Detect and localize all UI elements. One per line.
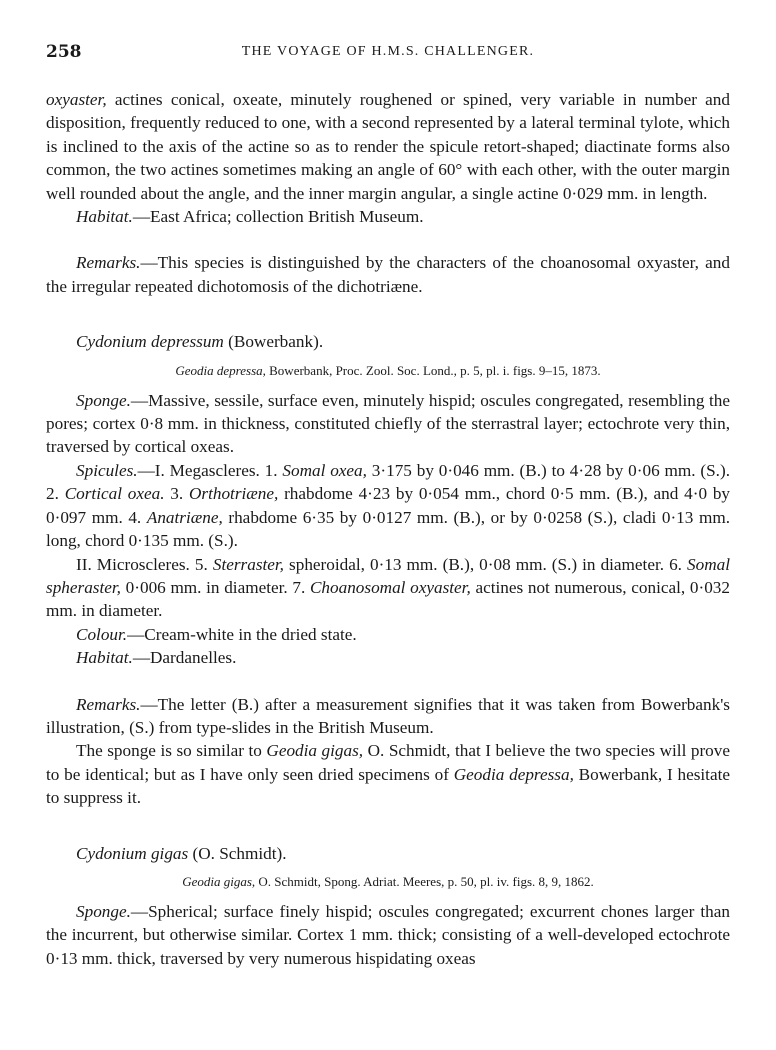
- text-body: [46, 88, 730, 970]
- term-italic: Geodia gigas,: [266, 741, 364, 761]
- text-run: actines conical, oxeate, minutely roughened or spined, very variable in number and disposition, frequently reduced to one, with a second represented by a lateral terminal tylote, which is inclined to the axis of the actine so as to render the spicule retort-shaped; diactinate forms also common, the two actines sometimes making an angle of 60° with each other, with the outer margin well rounded about the angle, and the inner margin angular, a single actine 0·029 mm. in length.: [46, 90, 730, 203]
- paragraph-oxyaster-continued: [46, 88, 730, 205]
- text-run: O. Schmidt, that I believe the two species will prove to be identical; but as I have only seen dried specimens of: [46, 741, 731, 784]
- species-title-cydonium-gigas: [46, 842, 730, 865]
- spicules-microscleres: [46, 553, 730, 623]
- species-name: Cydonium gigas: [76, 843, 189, 863]
- species-author: (Bowerbank).: [223, 332, 324, 352]
- text-run: The sponge is so similar to: [76, 741, 267, 761]
- heading-habitat: Habitat.: [76, 648, 133, 668]
- term-italic: Somal spheraster,: [46, 554, 730, 597]
- text-run: —Massive, sessile, surface even, minutely hispid; oscules congregated, resembling the pores; cortex 0·8 mm. in thickness, constituted chiefly of the sterrastral layer; ectochrote very thin, traversed by cortical oxeas.: [46, 390, 730, 457]
- heading-habitat: Habitat.: [76, 207, 133, 227]
- text-run: —Cream-white in the dried state.: [127, 624, 357, 644]
- text-run: rhabdome 6·35 by 0·0127 mm. (B.), or by 0·0258 (S.), cladi 0·13 mm. long, chord 0·135 mm. (S.).: [46, 507, 730, 551]
- species-name: Cydonium depressum: [76, 332, 224, 352]
- habitat-east-africa: [46, 205, 730, 228]
- sponge-description-2: [46, 900, 730, 970]
- colour-paragraph: [46, 623, 730, 646]
- spacer: [46, 228, 730, 251]
- text-run: —East Africa; collection British Museum.: [132, 207, 424, 227]
- remarks-paragraph-2: [46, 693, 730, 740]
- citation-text: Bowerbank, Proc. Zool. Soc. Lond., p. 5, pl. i. figs. 9–15, 1873.: [265, 362, 601, 378]
- spacer: [46, 670, 730, 693]
- text-run: actines not numerous, conical, 0·032 mm. in diameter.: [46, 577, 730, 621]
- spacer: [46, 298, 730, 330]
- text-run: —This species is distinguished by the characters of the choanosomal oxyaster, and the irregular repeated dichotomosis of the dichotriæne.: [46, 253, 730, 296]
- heading-sponge: Sponge.: [76, 901, 131, 921]
- paragraph-geodia-similarity: [46, 739, 730, 809]
- text-run: II. Microscleres. 5.: [76, 554, 213, 574]
- text-run: 3.: [164, 484, 189, 504]
- habitat-dardanelles: [46, 646, 730, 669]
- text-run: 3·175 by 0·046 mm. (B.) to 4·28 by 0·06 mm. (S.). 2.: [46, 460, 730, 504]
- citation-text: O. Schmidt, Spong. Adriat. Meeres, p. 50, pl. iv. figs. 8, 9, 1862.: [255, 873, 594, 889]
- text-run: rhabdome 4·23 by 0·054 mm., chord 0·5 mm. (B.), and 4·0 by 0·097 mm. 4.: [46, 484, 731, 527]
- species-author: (O. Schmidt).: [188, 843, 287, 863]
- term-italic: Orthotriæne,: [188, 484, 279, 504]
- text-run: —I. Megascleres. 1.: [137, 460, 283, 480]
- text-run: —Spherical; surface finely hispid; oscules congregated; excurrent chones larger than the incurrent, but otherwise similar. Cortex 1 mm. thick; consisting of a well-developed ectochrote 0·13 mm. thick, traversed by very numerous hispidating oxeas: [46, 901, 730, 968]
- page-number: 258: [46, 42, 82, 62]
- heading-remarks: Remarks.: [76, 253, 141, 273]
- sponge-description-1: [46, 389, 730, 459]
- citation-name: Geodia depressa,: [175, 362, 266, 378]
- term-italic: Cortical oxea.: [64, 484, 165, 504]
- spicules-megascleres: [46, 459, 730, 553]
- text-run: 0·006 mm. in diameter. 7.: [120, 577, 310, 597]
- species-title-cydonium-depressum: [46, 330, 730, 353]
- heading-remarks: Remarks.: [76, 694, 141, 714]
- text-run: Bowerbank, I hesitate to suppress it.: [46, 764, 730, 808]
- term-italic: Geodia depressa,: [453, 764, 574, 784]
- text-run: —Dardanelles.: [132, 648, 237, 668]
- citation-name: Geodia gigas,: [182, 873, 256, 889]
- term-italic: Sterraster,: [212, 554, 284, 574]
- page-header: [46, 42, 730, 66]
- term-italic: Somal oxea,: [282, 460, 367, 480]
- heading-colour: Colour.: [76, 624, 128, 644]
- heading-spicules: Spicules.: [76, 460, 138, 480]
- term-italic: Choanosomal oxyaster,: [309, 577, 471, 597]
- remarks-paragraph-1: [46, 251, 730, 298]
- spacer: [46, 810, 730, 842]
- text-run: spheroidal, 0·13 mm. (B.), 0·08 mm. (S.) in diameter. 6.: [283, 554, 688, 574]
- term-italic: oxyaster,: [46, 90, 107, 109]
- running-title: THE VOYAGE OF H.M.S. CHALLENGER.: [241, 44, 535, 59]
- citation-geodia-depressa: [46, 363, 730, 379]
- term-italic: Anatriæne,: [146, 507, 223, 527]
- citation-geodia-gigas: [46, 874, 730, 890]
- heading-sponge: Sponge.: [76, 390, 131, 410]
- text-run: —The letter (B.) after a measurement signifies that it was taken from Bowerbank's illustration, (S.) from type-slides in the British Museum.: [46, 694, 730, 737]
